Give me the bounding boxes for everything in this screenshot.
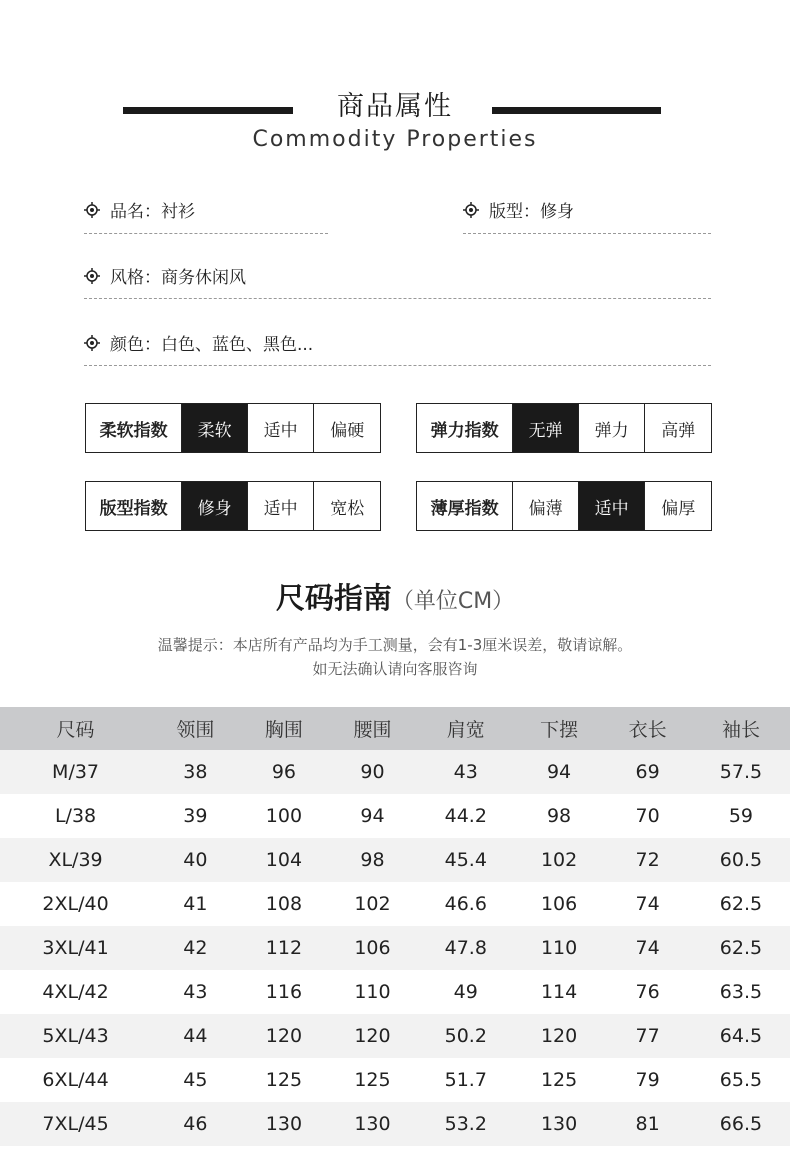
table-cell: 108: [265, 893, 303, 915]
table-cell: 110: [515, 926, 604, 970]
table-cell: 69: [603, 750, 692, 794]
table-cell: 42: [151, 926, 240, 970]
index-option: 弹力: [578, 404, 645, 452]
table-cell: 62.5: [692, 926, 790, 970]
target-icon: [84, 202, 100, 218]
size-tip: 如无法确认请向客服咨询: [312, 660, 478, 678]
table-row: [0, 970, 790, 1014]
table-cell: 72: [603, 838, 692, 882]
property-value: 商务休闲风: [161, 268, 246, 288]
table-cell: 65.5: [719, 1069, 763, 1091]
index-label: 弹力指数: [430, 420, 499, 441]
table-cell: 41: [183, 893, 208, 915]
table-cell: 125: [540, 1069, 578, 1091]
index-option: 无弹: [512, 404, 578, 452]
index-option: 宽松: [313, 482, 380, 530]
property-label: 版型：: [489, 202, 540, 222]
table-cell: 50.2: [417, 1014, 515, 1058]
index-option: 修身: [181, 482, 247, 530]
index-option: 适中: [247, 404, 314, 452]
table-cell: 98: [546, 805, 572, 827]
table-cell: 102: [354, 893, 391, 915]
index-option: 偏硬: [313, 404, 380, 452]
table-cell: 60.5: [692, 838, 790, 882]
size-guide-title: [0, 576, 790, 617]
table-row: [0, 926, 790, 970]
table-cell: 59: [728, 805, 754, 827]
property-value: 修身: [540, 202, 574, 222]
table-cell: 90: [328, 750, 417, 794]
table-cell: 4XL/42: [42, 981, 109, 1003]
table-cell: 43: [183, 981, 208, 1003]
table-cell: L/38: [54, 805, 97, 827]
table-cell: 81: [603, 1102, 692, 1146]
table-cell: 2XL/40: [42, 893, 109, 915]
size-guide-heading: 尺码指南: [275, 581, 392, 615]
table-cell: 46.6: [444, 893, 487, 915]
index-label: 柔软指数: [99, 420, 168, 441]
table-cell: 100: [265, 805, 303, 827]
table-cell: 77: [603, 1014, 692, 1058]
property-value: 衬衫: [161, 202, 195, 222]
table-cell: XL/39: [0, 838, 151, 882]
table-cell: 116: [265, 981, 303, 1003]
table-cell: 94: [360, 805, 385, 827]
table-header: 胸围: [240, 707, 329, 750]
index-option: 偏薄: [512, 482, 578, 530]
table-cell: 3XL/41: [0, 926, 151, 970]
table-cell: 112: [240, 926, 329, 970]
section-subtitle: Commodity Properties: [252, 127, 538, 152]
index-option: 适中: [578, 482, 645, 530]
table-row: [0, 750, 790, 794]
table-header: 领围: [151, 707, 240, 750]
divider: [84, 233, 328, 234]
table-body: [0, 750, 790, 1146]
table-cell: 120: [515, 1014, 604, 1058]
table-header: 衣长: [603, 707, 692, 750]
table-cell: 51.7: [444, 1069, 487, 1091]
table-cell: 110: [354, 981, 391, 1003]
table-cell: 43: [417, 750, 515, 794]
table-cell: 66.5: [692, 1102, 790, 1146]
table-cell: 74: [635, 893, 660, 915]
table-row: [0, 1102, 790, 1146]
table-cell: 106: [540, 893, 578, 915]
section-title: 商品属性: [337, 91, 453, 122]
table-cell: 70: [635, 805, 660, 827]
table-cell: 79: [635, 1069, 660, 1091]
table-cell: 98: [328, 838, 417, 882]
table-cell: M/37: [0, 750, 151, 794]
table-header: 尺码: [0, 707, 151, 750]
target-icon: [84, 335, 100, 351]
thickness-index: [416, 481, 712, 531]
property-value: 白色、蓝色、黑色...: [161, 335, 314, 355]
property-fit: [463, 197, 574, 222]
table-cell: 39: [183, 805, 208, 827]
elasticity-index: [416, 403, 712, 453]
table-cell: 57.5: [692, 750, 790, 794]
property-label: 品名：: [110, 202, 161, 222]
table-cell: 114: [540, 981, 578, 1003]
size-tip: 温馨提示：本店所有产品均为手工测量，会有1-3厘米误差，敬请谅解。: [157, 636, 633, 654]
index-label: 薄厚指数: [430, 498, 499, 519]
table-header: 下摆: [515, 707, 604, 750]
table-cell: 44: [151, 1014, 240, 1058]
property-color: [84, 330, 313, 355]
property-label: 风格：: [110, 268, 161, 288]
index-label: 版型指数: [99, 498, 168, 519]
table-cell: 46: [151, 1102, 240, 1146]
table-cell: 74: [603, 926, 692, 970]
table-cell: 44.2: [444, 805, 487, 827]
table-header-row: [0, 707, 790, 750]
table-cell: 76: [635, 981, 660, 1003]
divider: [463, 233, 711, 234]
size-guide-unit: （单位CM）: [391, 589, 515, 614]
table-cell: 96: [240, 750, 329, 794]
table-cell: 102: [515, 838, 604, 882]
property-style: [84, 263, 246, 288]
index-option: 适中: [247, 482, 314, 530]
table-cell: 106: [328, 926, 417, 970]
index-option: 柔软: [181, 404, 247, 452]
index-option: 偏厚: [644, 482, 711, 530]
divider: [84, 365, 711, 366]
table-row: [0, 1014, 790, 1058]
table-cell: 40: [151, 838, 240, 882]
table-cell: 47.8: [417, 926, 515, 970]
table-cell: 125: [354, 1069, 391, 1091]
table-cell: 64.5: [692, 1014, 790, 1058]
table-row: [0, 838, 790, 882]
table-cell: 5XL/43: [0, 1014, 151, 1058]
target-icon: [84, 268, 100, 284]
fit-index: [85, 481, 381, 531]
divider: [84, 298, 711, 299]
table-cell: 130: [515, 1102, 604, 1146]
table-cell: 7XL/45: [0, 1102, 151, 1146]
table-cell: 49: [453, 981, 478, 1003]
target-icon: [463, 202, 479, 218]
table-cell: 104: [240, 838, 329, 882]
table-row: [0, 1058, 790, 1102]
index-option: 高弹: [644, 404, 711, 452]
property-name: [84, 197, 195, 222]
table-cell: 130: [240, 1102, 329, 1146]
table-cell: 53.2: [417, 1102, 515, 1146]
table-cell: 120: [328, 1014, 417, 1058]
table-cell: 45.4: [417, 838, 515, 882]
table-cell: 125: [265, 1069, 303, 1091]
table-header: 袖长: [692, 707, 790, 750]
size-table: [0, 707, 790, 1146]
table-cell: 130: [328, 1102, 417, 1146]
table-row: [0, 794, 790, 838]
table-cell: 6XL/44: [42, 1069, 109, 1091]
table-header: 腰围: [328, 707, 417, 750]
table-cell: 94: [515, 750, 604, 794]
table-cell: 63.5: [719, 981, 763, 1003]
table-row: [0, 882, 790, 926]
table-header: 肩宽: [417, 707, 515, 750]
table-cell: 38: [151, 750, 240, 794]
table-cell: 62.5: [719, 893, 763, 915]
softness-index: [85, 403, 381, 453]
table-cell: 120: [240, 1014, 329, 1058]
table-cell: 45: [183, 1069, 208, 1091]
property-label: 颜色：: [110, 335, 161, 355]
